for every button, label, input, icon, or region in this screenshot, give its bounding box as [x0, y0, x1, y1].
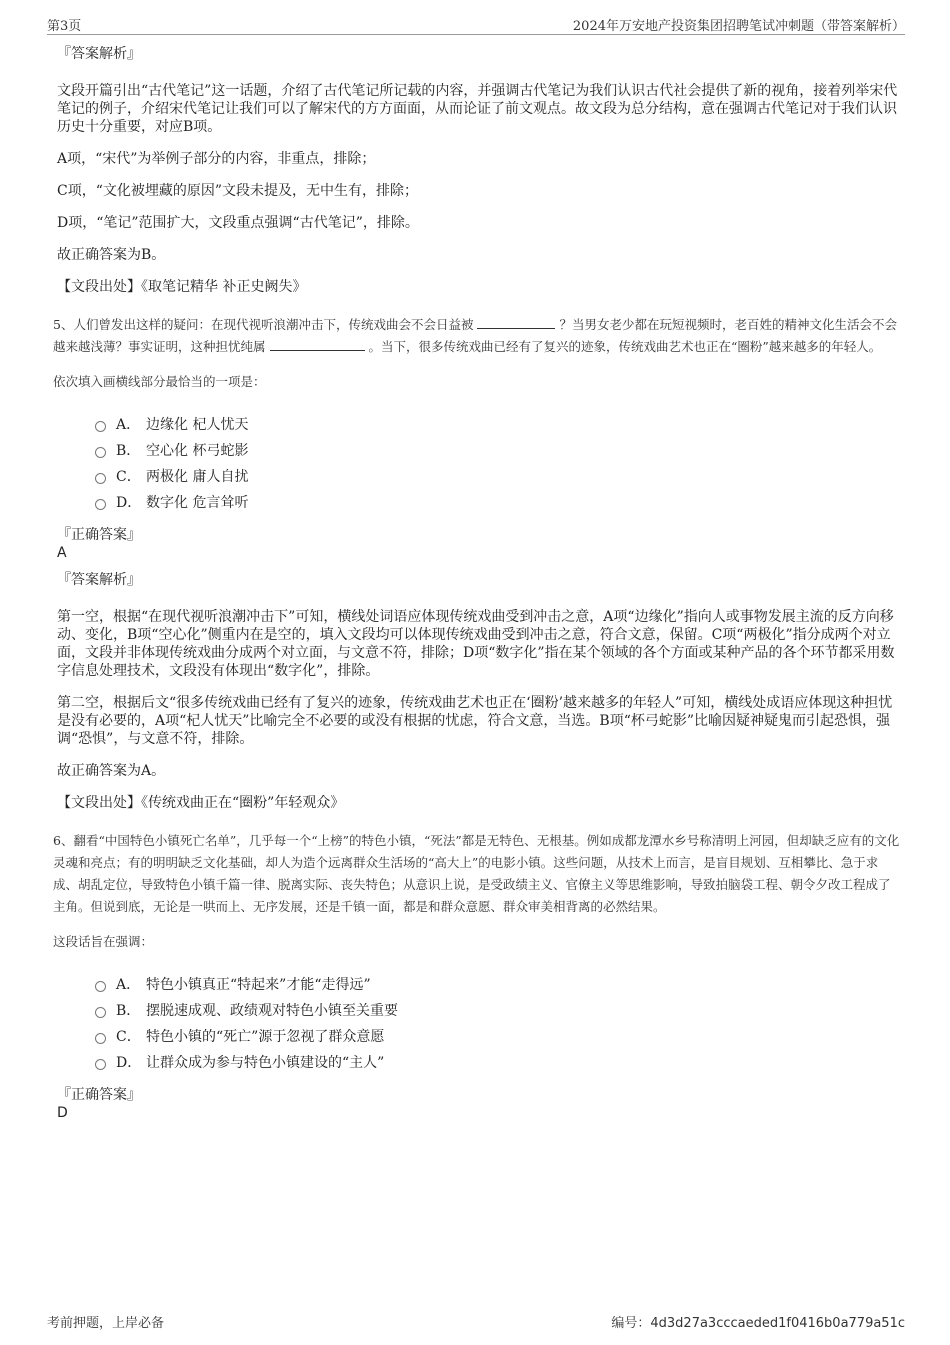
radio-icon[interactable]: [95, 1033, 106, 1044]
analysis-paragraph-2: 第二空，根据后文“很多传统戏曲已经有了复兴的迹象，传统戏曲艺术也正在‘圈粉’越来越多的年轻人”可知，横线处成语应体现这种担忧是没有必要的，A项“杞人忧天”比喻完全不必要的或没有根据的忧虑，符合文意，当选。B项“杯弓蛇影”比喻因疑神疑鬼而引起恐惧，强调“恐惧”，与文意不符，排除。: [57, 695, 893, 747]
conclusion: 故正确答案为A。: [57, 763, 166, 779]
question-5-text-c: 。当下，很多传统戏曲已经有了复兴的迹象，传统戏曲艺术也正在“圈粉”越来越多的年轻人。: [368, 339, 882, 354]
blank-2: [270, 338, 365, 351]
page-header: [47, 12, 905, 35]
analysis-option-d: D项，“笔记”范围扩大，文段重点强调“古代笔记”，排除。: [57, 215, 419, 231]
document-code: [611, 1312, 905, 1331]
footer-slogan: 考前押题，上岸必备: [47, 1316, 165, 1331]
document-title: 2024年万安地产投资集团招聘笔试冲刺题（带答案解析）: [572, 19, 905, 34]
radio-icon[interactable]: [95, 1059, 106, 1070]
question-6-options: [95, 972, 902, 1076]
question-5-options: [95, 412, 902, 516]
option-a[interactable]: A． 特色小镇真正“特起来”才能“走得远”: [95, 972, 902, 998]
source-citation: 【文段出处】《传统戏曲正在“圈粉”年轻观众》: [57, 795, 345, 811]
option-b[interactable]: B． 空心化 杯弓蛇影: [95, 438, 902, 464]
correct-answer-value: D: [57, 1105, 68, 1121]
option-c[interactable]: C． 特色小镇的“死亡”源于忽视了群众意愿: [95, 1024, 902, 1050]
code-label: 编号：: [611, 1316, 651, 1331]
analysis-option-a: A项，“宋代”为举例子部分的内容，非重点，排除；: [57, 151, 376, 167]
question-5-text-a: 5、人们曾发出这样的疑问：在现代视听浪潮冲击下，传统戏曲会不会日益被: [53, 317, 474, 332]
option-b[interactable]: B． 摆脱速成观、政绩观对特色小镇至关重要: [95, 998, 902, 1024]
correct-answer-label: 『正确答案』: [57, 1087, 141, 1103]
page-content: [53, 44, 902, 1130]
analysis-paragraph: 文段开篇引出“古代笔记”这一话题，介绍了古代笔记所记载的内容，并强调古代笔记为我们认识古代社会提供了新的视角，接着列举宋代笔记的例子，介绍宋代笔记让我们可以了解宋代的方方面面，从而论证了前文观点。故文段为总分结构，意在强调古代笔记对于我们认识历史十分重要，对应B项。: [57, 83, 898, 135]
radio-icon[interactable]: [95, 981, 106, 992]
question-6-stem: 6、翻看“中国特色小镇死亡名单”，几乎每一个“上榜”的特色小镇，“死法”都是无特色、无根基。例如成都龙潭水乡号称清明上河园，但却缺乏应有的文化灵魂和亮点；有的明明缺乏文化基础，却人为造个远离群众生活场的“高大上”的电影小镇。这些问题，从技术上而言，是盲目规划、互相攀比、急于求成、胡乱定位，导致特色小镇千篇一律、脱离实际、丧失特色；从意识上说，是受政绩主义、官僚主义等思维影响，导致拍脑袋工程、朝令夕改工程成了主角。但说到底，无论是一哄而上、无序发展，还是千镇一面，都是和群众意愿、群众审美相背离的必然结果。: [53, 833, 900, 914]
option-c[interactable]: C． 两极化 庸人自扰: [95, 464, 902, 490]
blank-1: [477, 316, 555, 329]
option-d[interactable]: D． 数字化 危言耸听: [95, 490, 902, 516]
radio-icon[interactable]: [95, 499, 106, 510]
radio-icon[interactable]: [95, 447, 106, 458]
analysis-label: 『答案解析』: [57, 46, 141, 62]
option-d[interactable]: D． 让群众成为参与特色小镇建设的“主人”: [95, 1050, 902, 1076]
conclusion: 故正确答案为B。: [57, 247, 166, 263]
code-value: 4d3d27a3cccaeded1f0416b0a779a51c: [650, 1316, 905, 1331]
analysis-option-c: C项，“文化被埋藏的原因”文段未提及，无中生有，排除；: [57, 183, 419, 199]
question-5-text-b: ？当男女老少都在玩短视频时，老百姓的精神文化生活会不会越来越浅薄？事实证明，这种担忧纯属: [53, 317, 897, 354]
radio-icon[interactable]: [95, 473, 106, 484]
correct-answer-label: 『正确答案』: [57, 527, 141, 543]
correct-answer-value: A: [57, 545, 67, 561]
analysis-paragraph-1: 第一空，根据“在现代视听浪潮冲击下”可知，横线处词语应体现传统戏曲受到冲击之意，A项“边缘化”指向人或事物发展主流的反方向移动、变化，B项“空心化”侧重内在是空的，填入文段均可以体现传统戏曲受到冲击之意，符合文意，保留。C项“两极化”指分成两个对立面，文段并非体现传统戏曲分成两个对立面，与文意不符，排除；D项“数字化”指在某个领域的各个方面或某种产品的各个环节都采用数字信息处理技术，文段没有体现出“数字化”，排除。: [57, 609, 895, 679]
page-number: 第3页: [47, 19, 82, 34]
radio-icon[interactable]: [95, 1007, 106, 1018]
option-a[interactable]: A． 边缘化 杞人忧天: [95, 412, 902, 438]
source-citation: 【文段出处】《取笔记精华 补正史阙失》: [57, 279, 307, 295]
question-6-prompt: 这段话旨在强调：: [53, 934, 154, 949]
question-5-prompt: 依次填入画横线部分最恰当的一项是：: [53, 374, 266, 389]
analysis-label: 『答案解析』: [57, 572, 141, 588]
radio-icon[interactable]: [95, 421, 106, 432]
question-5-stem: [53, 314, 902, 358]
